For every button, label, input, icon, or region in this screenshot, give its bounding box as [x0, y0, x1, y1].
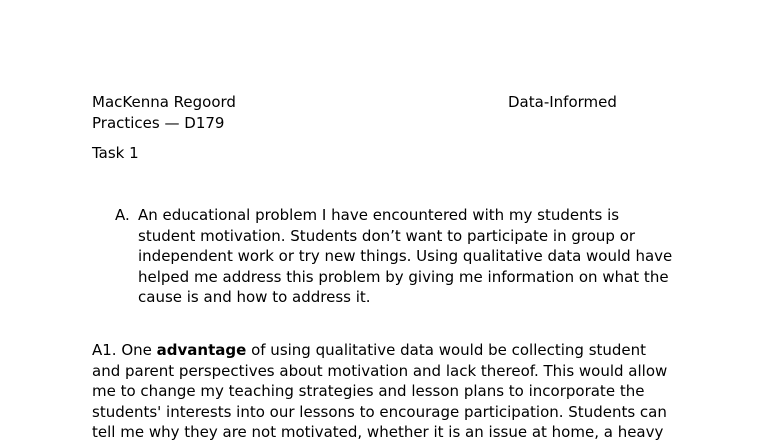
section-a-line: student motivation. Students don’t want to participate in group or: [138, 226, 636, 245]
section-a1-line: and parent perspectives about motivation and lack thereof. This would allow: [92, 361, 668, 380]
section-a-text: [138, 205, 698, 308]
section-a1-paragraph: [92, 340, 667, 443]
author-name: MacKenna Regoord: [92, 93, 236, 111]
section-a1-line: tell me why they are not motivated, whether it is an issue at home, a heavy: [92, 423, 664, 441]
section-a1-line: students' interests into our lessons to encourage participation. Students can: [92, 402, 667, 421]
section-a-line: independent work or try new things. Using qualitative data would have: [138, 247, 673, 265]
section-a-line: An educational problem I have encountered with my students is: [138, 206, 620, 224]
section-a-line: helped me address this problem by giving me information on what the: [138, 267, 669, 286]
course-title-part2: Practices — D179: [92, 113, 225, 132]
section-a-line: cause is and how to address it.: [138, 288, 371, 306]
section-a1-prefix: A1. One: [92, 341, 157, 359]
section-a1-line: [92, 340, 667, 361]
list-marker: A.: [115, 206, 130, 224]
course-title-part1: Data-Informed: [508, 93, 617, 111]
section-a1-first-rest: of using qualitative data would be collecting student: [246, 341, 647, 359]
task-label: Task 1: [92, 144, 139, 162]
section-a1-line: me to change my teaching strategies and lesson plans to incorporate the: [92, 382, 645, 400]
advantage-emphasis: advantage: [156, 341, 247, 359]
